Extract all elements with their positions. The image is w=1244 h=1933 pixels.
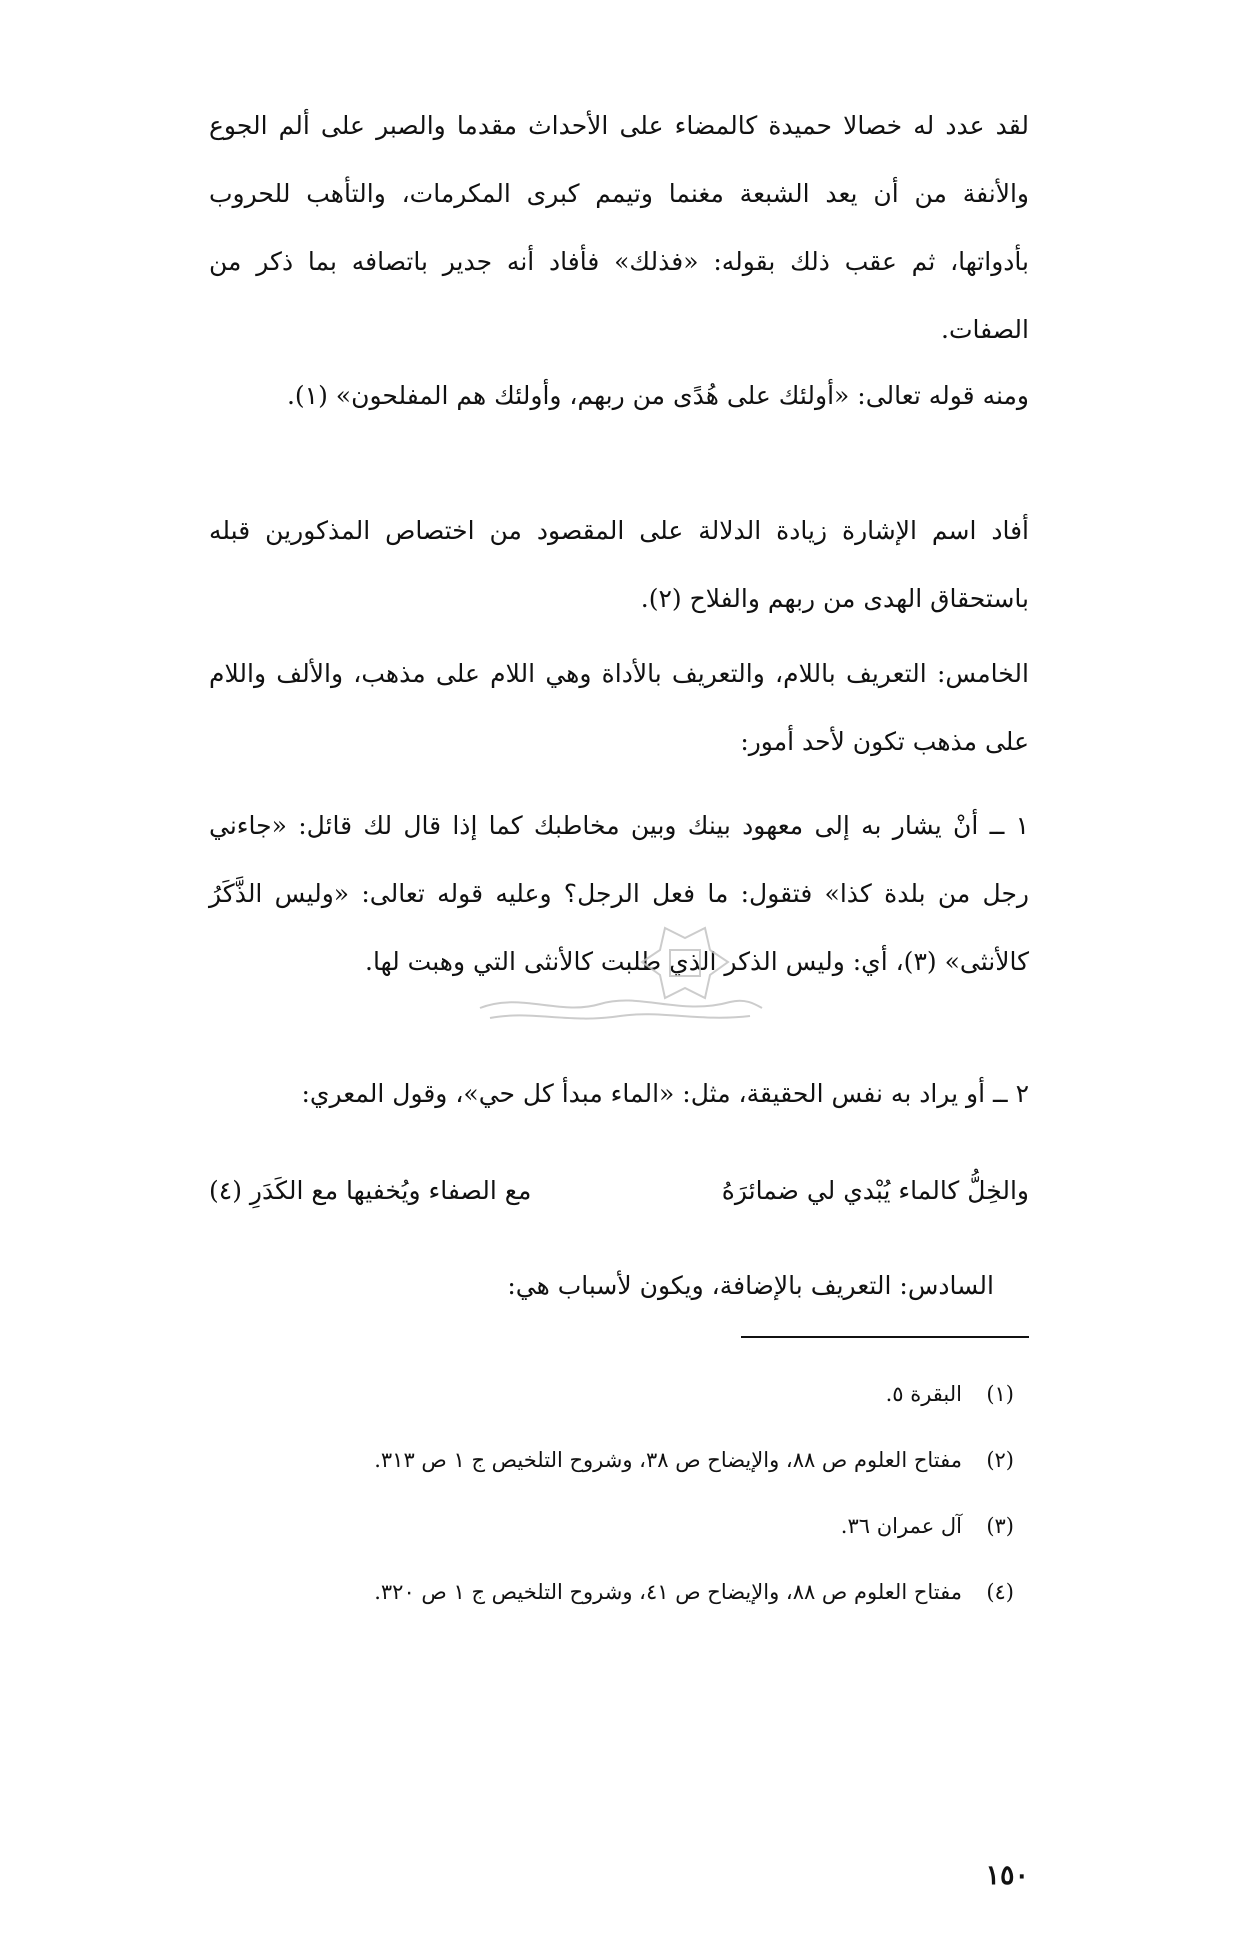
footnote-text: البقرة ٥.	[885, 1382, 962, 1406]
footnote-item	[214, 1366, 1014, 1422]
paragraph-text: السادس: التعريف بالإضافة، ويكون لأسباب هي:	[507, 1271, 994, 1300]
paragraph-text: لقد عدد له خصالا حميدة كالمضاء على الأحداث مقدما والصبر على ألم الجوع والأنفة من أن يعد الشبعة مغنما وتيمم كبرى المكرمات، والتأهب للحروب بأدواتها، ثم عقب ذلك بقوله: «فذلك» فأفاد أنه جدير باتصافه بما ذكر من الصفات.	[209, 111, 1029, 344]
footnote-item	[214, 1498, 1014, 1554]
paragraph-text: ١ ــ أنْ يشار به إلى معهود بينك وبين مخاطبك كما إذا قال لك قائل: «جاءني رجل من بلدة كذا» فتقول: ما فعل الرجل؟ وعليه قوله تعالى: «وليس الذَّكَرُ كالأنثى» (٣)، أي: وليس الذكر الذي طلبت كالأنثى التي وهبت لها.	[209, 811, 1029, 976]
verse-first-hemistich: والخِلُّ كالماء يُبْدي لي ضمائرَهُ	[721, 1176, 1029, 1205]
footnote-text: مفتاح العلوم ص ٨٨، والإيضاح ص ٣٨، وشروح التلخيص ج ١ ص ٣١٣.	[374, 1448, 962, 1472]
list-item-1	[209, 792, 1029, 996]
verse-second-hemistich: مع الصفاء ويُخفيها مع الكَدَرِ (٤)	[209, 1176, 532, 1205]
footnote-divider	[741, 1336, 1029, 1338]
footnote-number: (٣)	[986, 1514, 1014, 1538]
paragraph-text: ٢ ــ أو يراد به نفس الحقيقة، مثل: «الماء مبدأ كل حي»، وقول المعري:	[301, 1079, 1029, 1108]
paragraph-text: ومنه قوله تعالى: «أولئك على هُدًى من ربهم، وأولئك هم المفلحون» (١).	[286, 381, 1029, 410]
paragraph-fifth-definite-article	[209, 640, 1029, 776]
paragraph-quran-example	[209, 362, 1029, 430]
list-item-2	[209, 1060, 1029, 1128]
poetry-verse	[209, 1162, 1029, 1226]
footnote-number: (٢)	[986, 1448, 1014, 1472]
page-number: ١٥٠	[985, 1860, 1029, 1891]
footnotes	[214, 1366, 1014, 1630]
paragraph-sixth-annexation	[234, 1252, 994, 1320]
paragraph-text: أفاد اسم الإشارة زيادة الدلالة على المقصود من اختصاص المذكورين قبله باستحقاق الهدى من ربهم والفلاح (٢).	[209, 516, 1029, 613]
footnote-item	[214, 1564, 1014, 1620]
footnote-item	[214, 1432, 1014, 1488]
footnote-text: مفتاح العلوم ص ٨٨، والإيضاح ص ٤١، وشروح التلخيص ج ١ ص ٣٢٠.	[374, 1580, 962, 1604]
footnote-text: آل عمران ٣٦.	[840, 1514, 962, 1538]
paragraph-qualities	[209, 92, 1029, 364]
footnote-number: (١)	[986, 1382, 1014, 1406]
paragraph-demonstrative-benefit	[209, 497, 1029, 633]
paragraph-text: الخامس: التعريف باللام، والتعريف بالأداة وهي اللام على مذهب، والألف واللام على مذهب تكون لأحد أمور:	[209, 659, 1029, 756]
footnote-number: (٤)	[986, 1580, 1014, 1604]
